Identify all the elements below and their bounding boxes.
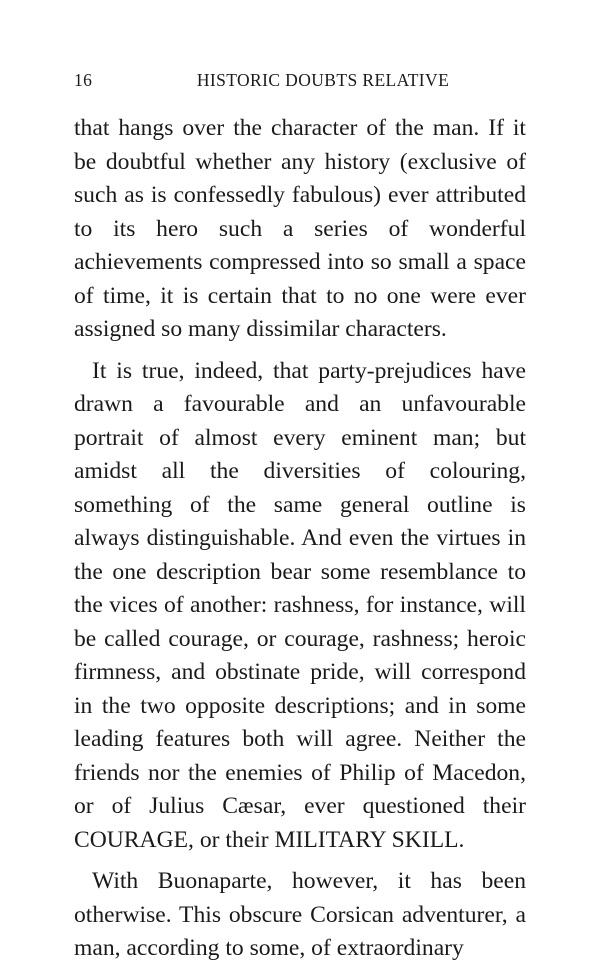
paragraph: With Buonaparte, however, it has been otherwise. This obscure Corsican adventurer, a man, according to some, of extraordinary [74, 868, 526, 961]
body-text [74, 112, 526, 966]
running-title: HISTORIC DOUBTS RELATIVE [196, 70, 450, 90]
paragraph-continuation: that hangs over the character of the man. If it be doubtful whether any history (exclusive of such as is confessedly fabulous) ever attributed to its hero such a series of wonderful achievements compressed into so small a space of time, it is certain that to no one were ever assigned so many dissimilar characters. [74, 115, 526, 342]
page-number: 16 [74, 70, 93, 90]
running-head [74, 70, 526, 94]
paragraph: It is true, indeed, that party-prejudices have drawn a favourable and an unfavourable portrait of almost every eminent man; but amidst all the diversities of colouring, something of the same general outline is always distinguishable. And even the virtues in the one description bear some resemblance to the vices of another: rashness, for instance, will be called courage, or courage, rashness; heroic firmness, and obstinate pride, will correspond in the two opposite descriptions; and in some leading features both will agree. Neither the friends nor the enemies of Philip of Macedon, or of Julius Cæsar, ever questioned their COURAGE, or their MILITARY SKILL. [74, 357, 526, 853]
